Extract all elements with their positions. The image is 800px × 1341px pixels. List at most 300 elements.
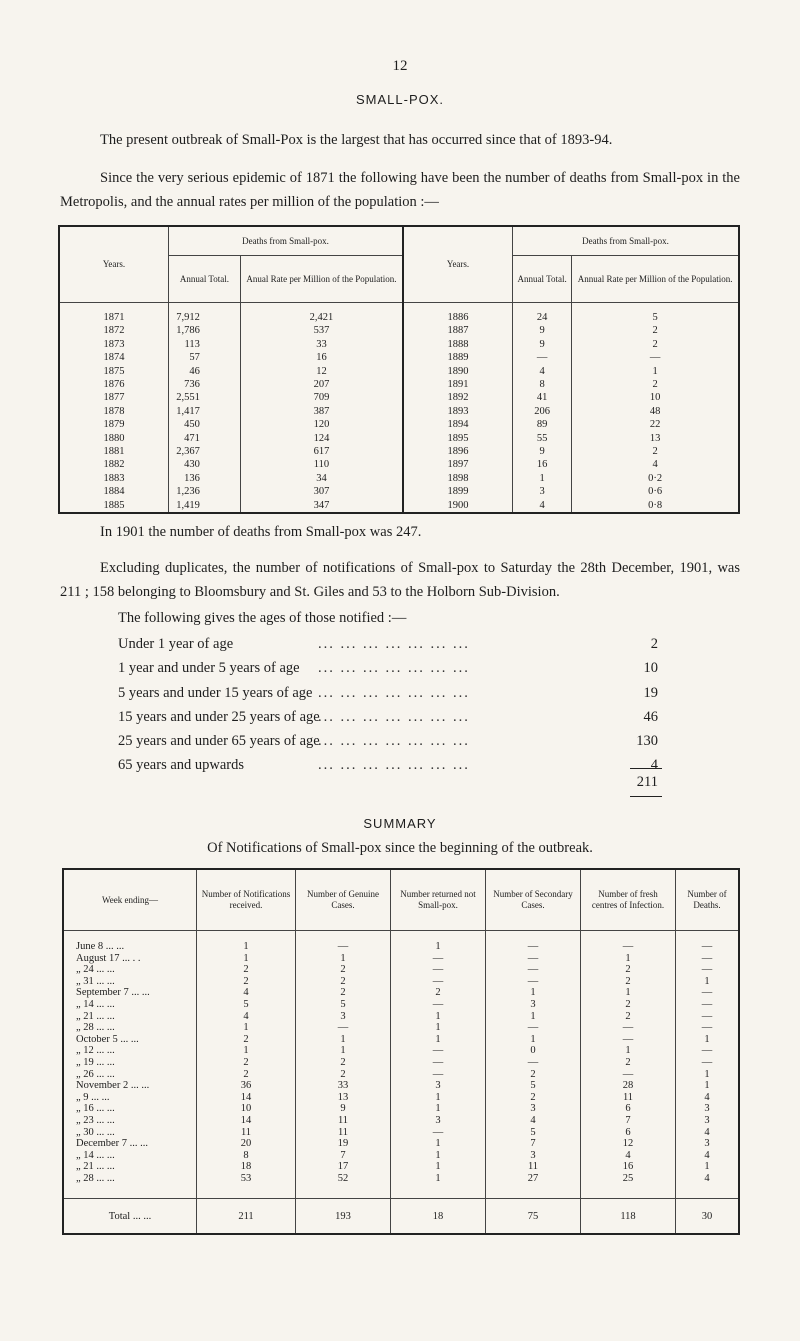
summary-cell: 1	[296, 953, 391, 965]
week-ending-cell: „ 14 ... ...	[76, 998, 115, 1010]
deaths-table-row	[59, 445, 739, 458]
summary-cell: 1	[676, 1161, 740, 1173]
summary-cell: —	[391, 1057, 486, 1069]
summary-cell: 1	[581, 1045, 676, 1057]
deaths-table-cell: 1889	[403, 351, 513, 364]
deaths-table-cell: 307	[240, 485, 403, 498]
deaths-table-row	[59, 418, 739, 431]
deaths-table-cell: 89	[513, 418, 572, 431]
week-ending-cell: „ 21 ... ...	[76, 1010, 115, 1022]
summary-cell: 16	[581, 1161, 676, 1173]
ages-total-rule	[630, 768, 662, 769]
summary-cell: 8	[197, 1150, 296, 1162]
deaths-table-cell: 347	[240, 499, 403, 513]
deaths-table-cell: 48	[572, 405, 739, 418]
age-value: 46	[643, 708, 658, 725]
deaths-1901-paragraph: In 1901 the number of deaths from Small-pox was 247.	[100, 524, 422, 540]
summary-cell: 2	[296, 964, 391, 976]
epidemic-paragraph: Since the very serious epidemic of 1871 the following have been the number of deaths from Small-pox in the Metropolis, and the annual rates per million of the population :—	[60, 170, 740, 210]
deaths-group-header-left: Deaths from Small-pox.	[169, 226, 404, 256]
summary-cell: 5	[486, 1127, 581, 1139]
summary-table-row	[63, 999, 739, 1011]
summary-cell: 1	[391, 1011, 486, 1023]
deaths-table-row	[59, 351, 739, 364]
summary-table-row	[63, 1092, 739, 1104]
summary-cell: 53	[197, 1173, 296, 1199]
summary-cell: 1	[391, 1022, 486, 1034]
summary-cell: 18	[197, 1161, 296, 1173]
summary-table-row	[63, 1173, 739, 1199]
ages-list	[118, 632, 658, 778]
summary-cell: 1	[391, 1103, 486, 1115]
summary-cell: 2	[581, 964, 676, 976]
deaths-table-cell: 1	[572, 365, 739, 378]
deaths-table-cell: 4	[513, 365, 572, 378]
deaths-table-cell: 430	[169, 458, 241, 471]
deaths-table-row	[59, 338, 739, 351]
summary-cell: 1	[391, 1034, 486, 1046]
summary-cell: 14	[197, 1092, 296, 1104]
summary-cell: 1	[486, 1034, 581, 1046]
deaths-table-cell: 55	[513, 432, 572, 445]
summary-table-row	[63, 1080, 739, 1092]
deaths-table-cell: 1880	[103, 432, 125, 444]
summary-cell: —	[676, 1011, 740, 1023]
summary-table-row	[63, 1022, 739, 1034]
summary-cell: 4	[676, 1127, 740, 1139]
week-ending-cell: „ 23 ... ...	[76, 1114, 115, 1126]
age-label: 65 years and upwards	[118, 757, 245, 774]
summary-total-row	[63, 1199, 739, 1235]
deaths-table-cell: 1894	[403, 418, 513, 431]
age-value: 2	[650, 636, 658, 652]
deaths-table-row	[59, 472, 739, 485]
summary-cell: 2	[581, 976, 676, 988]
deaths-table-cell: 34	[240, 472, 403, 485]
annual-rate-header-left: Anual Rate per Million of the Population.	[240, 256, 403, 303]
summary-table-row	[63, 1034, 739, 1046]
deaths-table-cell: 1876	[103, 379, 125, 391]
deaths-table-cell: 1899	[403, 485, 513, 498]
summary-cell: 2	[296, 976, 391, 988]
total-cell: 211	[197, 1199, 296, 1235]
age-row	[118, 729, 658, 753]
summary-cell: 2	[197, 964, 296, 976]
summary-cell: 1	[197, 1022, 296, 1034]
summary-cell: 36	[197, 1080, 296, 1092]
deaths-table-row	[59, 378, 739, 391]
summary-cell: —	[391, 976, 486, 988]
summary-cell: —	[676, 1045, 740, 1057]
leader-dots: ... ... ... ... ... ... ...	[318, 684, 470, 701]
total-cell: 193	[296, 1199, 391, 1235]
summary-cell: —	[486, 964, 581, 976]
summary-cell: 5	[296, 999, 391, 1011]
summary-subtitle: Of Notifications of Small-pox since the beginning of the outbreak.	[207, 840, 593, 856]
total-label: Total ... ...	[63, 1199, 197, 1235]
leader-dots: ... ... ... ... ... ... ...	[318, 733, 470, 750]
deaths-table-row	[59, 324, 739, 337]
week-ending-cell: August 17 ... . .	[76, 952, 141, 964]
summary-cell: 33	[296, 1080, 391, 1092]
week-ending-cell: „ 14 ... ...	[76, 1149, 115, 1161]
summary-cell: 4	[676, 1173, 740, 1199]
deaths-table-cell: 136	[169, 472, 241, 485]
notifications-paragraph: Excluding duplicates, the number of notifications of Small-pox to Saturday the 28th December, 1901, was 211 ; 158 belonging to Bloomsbury and St. Giles and 53 to the Holborn Sub-Division.	[60, 560, 740, 600]
summary-cell: 10	[197, 1103, 296, 1115]
ages-total-bottom-rule	[630, 796, 662, 797]
summary-cell: 5	[197, 999, 296, 1011]
summary-cell: 4	[676, 1150, 740, 1162]
deaths-table-cell: 709	[240, 391, 403, 404]
summary-cell: —	[676, 931, 740, 953]
leader-dots: ... ... ... ... ... ... ...	[318, 636, 470, 652]
summary-cell: 4	[197, 1011, 296, 1023]
summary-table-row	[63, 1150, 739, 1162]
summary-cell: 6	[581, 1127, 676, 1139]
summary-cell: —	[581, 1022, 676, 1034]
deaths-table-cell: 124	[240, 432, 403, 445]
summary-cell: 2	[486, 1092, 581, 1104]
summary-table-row	[63, 953, 739, 965]
age-label: 5 years and under 15 years of age	[118, 684, 313, 701]
week-ending-cell: „ 19 ... ...	[76, 1056, 115, 1068]
deaths-table-cell: 41	[513, 391, 572, 404]
summary-table-row	[63, 1057, 739, 1069]
deaths-table-cell: 1888	[403, 338, 513, 351]
summary-cell: —	[391, 1127, 486, 1139]
annual-total-header-right: Annual Total.	[513, 256, 572, 303]
deaths-table-cell: 1886	[403, 303, 513, 325]
deaths-table-cell: 1898	[403, 472, 513, 485]
week-ending-cell: „ 9 ... ...	[76, 1091, 110, 1103]
summary-cell: 14	[197, 1115, 296, 1127]
summary-table-row	[63, 964, 739, 976]
deaths-table-cell: 57	[169, 351, 241, 364]
summary-cell: —	[676, 1022, 740, 1034]
deaths-table-cell: 736	[169, 378, 241, 391]
deaths-table-cell: 1892	[403, 391, 513, 404]
summary-cell: 2	[296, 1057, 391, 1069]
summary-cell: 1	[676, 976, 740, 988]
deaths-table-cell: 46	[169, 365, 241, 378]
intro-paragraph: The present outbreak of Small-Pox is the largest that has occurred since that of 1893-94.	[100, 132, 613, 148]
summary-cell: 2	[486, 1069, 581, 1081]
deaths-table-row	[59, 432, 739, 445]
summary-cell: 1	[391, 931, 486, 953]
ages-total: 211	[636, 774, 658, 790]
summary-header-cell: Number of Genuine Cases.	[296, 869, 391, 931]
summary-cell: 4	[581, 1150, 676, 1162]
total-cell: 30	[676, 1199, 740, 1235]
summary-cell: 2	[197, 1034, 296, 1046]
deaths-table-cell: 1	[513, 472, 572, 485]
deaths-table-row	[59, 391, 739, 404]
summary-cell: 27	[486, 1173, 581, 1199]
age-label: 15 years and under 25 years of age	[118, 708, 320, 725]
week-ending-cell: „ 24 ... ...	[76, 964, 115, 976]
summary-cell: 7	[296, 1150, 391, 1162]
leader-dots: ... ... ... ... ... ... ...	[318, 757, 470, 774]
summary-cell: 1	[391, 1150, 486, 1162]
summary-cell: 1	[676, 1080, 740, 1092]
summary-cell: —	[391, 999, 486, 1011]
age-row	[118, 656, 658, 680]
deaths-table-cell: 120	[240, 418, 403, 431]
deaths-table-cell: 12	[240, 365, 403, 378]
age-label: 25 years and under 65 years of age	[118, 733, 320, 750]
week-ending-cell: „ 21 ... ...	[76, 1161, 115, 1173]
deaths-table-cell: 1896	[403, 445, 513, 458]
deaths-table-cell: 5	[572, 303, 739, 325]
deaths-table-cell: 9	[513, 445, 572, 458]
age-row	[118, 681, 658, 705]
summary-cell: 1	[486, 1011, 581, 1023]
deaths-table-cell: 1,417	[169, 405, 241, 418]
week-ending-cell: „ 26 ... ...	[76, 1068, 115, 1080]
summary-table-row	[63, 1138, 739, 1150]
deaths-table-cell: 113	[169, 338, 241, 351]
summary-cell: —	[676, 999, 740, 1011]
deaths-table-cell: 1879	[103, 419, 125, 431]
deaths-table-cell: 16	[240, 351, 403, 364]
summary-cell: —	[676, 987, 740, 999]
summary-cell: 1	[391, 1173, 486, 1199]
summary-cell: —	[486, 953, 581, 965]
summary-cell: —	[581, 1069, 676, 1081]
deaths-table-row	[59, 303, 739, 325]
week-ending-cell: September 7 ... ...	[76, 987, 150, 999]
deaths-table-cell: 2	[572, 324, 739, 337]
week-ending-cell: „ 28 ... ...	[76, 1022, 115, 1034]
deaths-table-cell: 1887	[403, 324, 513, 337]
age-label: 1 year and under 5 years of age	[118, 660, 300, 677]
deaths-table-cell: 0·6	[572, 485, 739, 498]
summary-table-row	[63, 987, 739, 999]
deaths-table-cell: 2,551	[169, 391, 241, 404]
deaths-table-cell: 1875	[103, 365, 125, 377]
years-header-right: Years.	[403, 226, 513, 303]
summary-cell: 3	[676, 1115, 740, 1127]
summary-cell: 2	[391, 987, 486, 999]
summary-cell: 11	[486, 1161, 581, 1173]
deaths-table-cell: 1891	[403, 378, 513, 391]
summary-cell: 1	[676, 1069, 740, 1081]
summary-title: SUMMARY	[363, 816, 437, 831]
leader-dots: ... ... ... ... ... ... ...	[318, 660, 470, 677]
deaths-table-cell: 1873	[103, 338, 125, 350]
summary-header-cell: Week ending—	[63, 869, 197, 931]
summary-cell: 3	[296, 1011, 391, 1023]
week-ending-cell: „ 12 ... ...	[76, 1045, 115, 1057]
summary-cell: 1	[486, 987, 581, 999]
deaths-table-cell: 387	[240, 405, 403, 418]
deaths-table-cell: 2	[572, 378, 739, 391]
summary-cell: 12	[581, 1138, 676, 1150]
summary-cell: 4	[676, 1092, 740, 1104]
deaths-table-cell: 0·2	[572, 472, 739, 485]
deaths-table-cell: 1885	[103, 499, 125, 511]
summary-cell: 2	[296, 987, 391, 999]
week-ending-cell: „ 28 ... ...	[76, 1172, 115, 1184]
summary-cell: 1	[197, 931, 296, 953]
summary-table-row	[63, 1045, 739, 1057]
deaths-table-cell: 1883	[103, 472, 125, 484]
deaths-table-row	[59, 499, 739, 513]
summary-cell: 3	[676, 1103, 740, 1115]
summary-cell: 17	[296, 1161, 391, 1173]
summary-cell: 1	[296, 1045, 391, 1057]
summary-cell: —	[486, 1022, 581, 1034]
deaths-table-cell: 24	[513, 303, 572, 325]
age-value: 4	[650, 757, 658, 774]
week-ending-cell: „ 30 ... ...	[76, 1126, 115, 1138]
summary-cell: —	[486, 976, 581, 988]
deaths-table-row	[59, 365, 739, 378]
summary-cell: 11	[197, 1127, 296, 1139]
summary-cell: 2	[197, 1057, 296, 1069]
deaths-table-cell: 1,786	[169, 324, 241, 337]
total-cell: 75	[486, 1199, 581, 1235]
summary-cell: —	[581, 931, 676, 953]
deaths-table-cell: 1872	[103, 325, 125, 337]
summary-cell: 11	[296, 1127, 391, 1139]
summary-header-cell: Number of fresh centres of Infection.	[581, 869, 676, 931]
deaths-table-cell: 4	[572, 458, 739, 471]
summary-cell: 9	[296, 1103, 391, 1115]
deaths-table-row	[59, 458, 739, 471]
deaths-table-cell: —	[513, 351, 572, 364]
deaths-table-cell: 1890	[403, 365, 513, 378]
leader-dots: ... ... ... ... ... ... ...	[318, 708, 470, 725]
week-ending-cell: June 8 ... ...	[76, 941, 125, 952]
summary-cell: —	[391, 953, 486, 965]
deaths-table-cell: 1895	[403, 432, 513, 445]
summary-cell: —	[391, 964, 486, 976]
summary-cell: 1	[197, 953, 296, 965]
deaths-table-cell: 1871	[103, 312, 125, 323]
deaths-table-cell: 13	[572, 432, 739, 445]
week-ending-cell: October 5 ... ...	[76, 1033, 139, 1045]
deaths-table-cell: 9	[513, 338, 572, 351]
age-value: 10	[643, 660, 658, 677]
deaths-table	[58, 225, 740, 514]
summary-cell: 3	[391, 1080, 486, 1092]
deaths-table-cell: 1897	[403, 458, 513, 471]
deaths-table-row	[59, 405, 739, 418]
ages-intro: The following gives the ages of those notified :—	[118, 610, 407, 626]
deaths-table-cell: 9	[513, 324, 572, 337]
deaths-table-cell: 1893	[403, 405, 513, 418]
summary-cell: —	[581, 1034, 676, 1046]
deaths-table-cell: 1878	[103, 405, 125, 417]
summary-cell: 11	[296, 1115, 391, 1127]
summary-cell: 4	[197, 987, 296, 999]
deaths-table-cell: —	[572, 351, 739, 364]
week-ending-cell: „ 31 ... ...	[76, 975, 115, 987]
summary-header-cell: Number returned not Small-pox.	[391, 869, 486, 931]
annual-rate-header-right: Annual Rate per Million of the Population.	[572, 256, 739, 303]
summary-cell: 4	[486, 1115, 581, 1127]
summary-cell: 1	[391, 1161, 486, 1173]
summary-cell: 2	[581, 999, 676, 1011]
total-cell: 18	[391, 1199, 486, 1235]
summary-cell: 52	[296, 1173, 391, 1199]
deaths-table-cell: 0·8	[572, 499, 739, 513]
deaths-table-cell: 4	[513, 499, 572, 513]
summary-header-cell: Number of Secondary Cases.	[486, 869, 581, 931]
deaths-table-cell: 1,419	[169, 499, 241, 513]
summary-table-row	[63, 1103, 739, 1115]
summary-cell: 1	[581, 987, 676, 999]
summary-cell: —	[296, 1022, 391, 1034]
summary-cell: 3	[486, 999, 581, 1011]
summary-cell: 20	[197, 1138, 296, 1150]
years-header-left: Years.	[59, 226, 169, 303]
total-cell: 118	[581, 1199, 676, 1235]
deaths-table-cell: 2	[572, 445, 739, 458]
deaths-table-cell: 7,912	[169, 303, 241, 325]
summary-cell: —	[391, 1069, 486, 1081]
deaths-table-cell: 617	[240, 445, 403, 458]
summary-table-row	[63, 1069, 739, 1081]
summary-cell: —	[486, 1057, 581, 1069]
deaths-table-row	[59, 485, 739, 498]
deaths-table-cell: 16	[513, 458, 572, 471]
summary-table-row	[63, 931, 739, 953]
summary-table	[62, 868, 740, 1235]
age-label: Under 1 year of age	[118, 636, 234, 652]
summary-header-cell: Number of Deaths.	[676, 869, 740, 931]
summary-cell: 1	[391, 1092, 486, 1104]
deaths-table-cell: 1874	[103, 352, 125, 364]
summary-cell: 2	[296, 1069, 391, 1081]
age-row	[118, 632, 658, 656]
summary-header-cell: Number of Notifications received.	[197, 869, 296, 931]
deaths-table-cell: 207	[240, 378, 403, 391]
deaths-table-cell: 2,367	[169, 445, 241, 458]
summary-cell: 1	[676, 1034, 740, 1046]
deaths-table-cell: 10	[572, 391, 739, 404]
deaths-table-cell: 8	[513, 378, 572, 391]
summary-cell: 7	[581, 1115, 676, 1127]
summary-table-row	[63, 1161, 739, 1173]
summary-cell: 6	[581, 1103, 676, 1115]
summary-cell: 28	[581, 1080, 676, 1092]
week-ending-cell: „ 16 ... ...	[76, 1103, 115, 1115]
deaths-table-cell: 1884	[103, 486, 125, 498]
summary-cell: 1	[296, 1034, 391, 1046]
summary-cell: —	[391, 1045, 486, 1057]
summary-cell: 0	[486, 1045, 581, 1057]
age-row	[118, 705, 658, 729]
deaths-table-cell: 3	[513, 485, 572, 498]
summary-cell: 1	[581, 953, 676, 965]
annual-total-header-left: Annual Total.	[169, 256, 241, 303]
section-title: SMALL-POX.	[355, 92, 445, 107]
summary-cell: 2	[581, 1057, 676, 1069]
summary-cell: —	[676, 953, 740, 965]
deaths-table-cell: 33	[240, 338, 403, 351]
summary-cell: —	[676, 1057, 740, 1069]
summary-cell: —	[486, 931, 581, 953]
summary-cell: 25	[581, 1173, 676, 1199]
age-row	[118, 753, 658, 777]
week-ending-cell: December 7 ... ...	[76, 1138, 149, 1150]
deaths-table-cell: 1881	[103, 446, 125, 458]
summary-cell: 1	[197, 1045, 296, 1057]
summary-table-row	[63, 1115, 739, 1127]
